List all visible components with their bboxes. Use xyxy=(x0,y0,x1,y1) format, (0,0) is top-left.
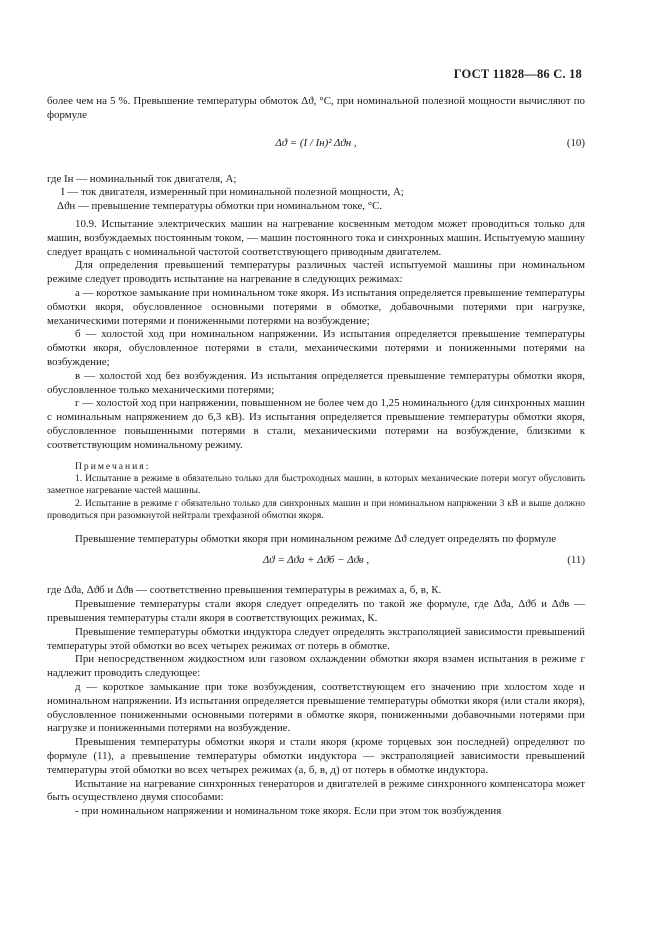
notes-title: Примечания: xyxy=(75,460,151,472)
paragraph-cooling: При непосредственном жидкостном или газовом охлаждении обмотки якоря взамен испытания в режиме г надлежит проводить следующее: xyxy=(47,653,585,680)
mode-b: б — холостой ход при номинальном напряжении. Из испытания определяется превышение температуры обмотки якоря, обусловленное потерями в стали, механическими потерями и пониженными потерями на возбуждение; xyxy=(47,328,585,368)
paragraph-where: где Δϑа, Δϑб и Δϑв — соответственно превышения температуры в режимах а, б, в, К. xyxy=(47,584,442,597)
notes-block xyxy=(47,461,585,523)
paragraph-steel: Превышение температуры стали якоря следует определять по такой же формуле, где Δϑа, Δϑб и Δϑв — превышения температуры стали якоря в соответствующих режимах, К. xyxy=(47,598,585,624)
formula-10-expression: Δϑ = (I / Iн)² Δϑн , xyxy=(275,136,357,149)
paragraph-inductor: Превышение температуры обмотки индуктора следует определять экстраполяцией зависимости превышений температуры этой обмотки во всех четырех режимах от потерь в обмотке. xyxy=(47,625,585,652)
mode-g: г — холостой ход при напряжении, повышенном не более чем до 1,25 номинального (для синхронных машин с номинальным напряжением до 6,3 кВ). Из испытания определяется превышение температуры обмотки якоря, обусловленное повышенными потерями в стали, механическими потерями на возбуждение, близкими к соответствующим номинальному режиму. xyxy=(47,397,585,451)
mode-a: а — короткое замыкание при номинальном токе якоря. Из испытания определяется превышение температуры обмотки якоря, обусловленное основными потерями в обмотке, добавочными потерями при нагрузке, механическими потерями и пониженными потерями на возбуждение; xyxy=(47,286,585,327)
note-1: 1. Испытание в режиме в обязательно только для быстроходных машин, в которых механические потери могут обусловить заметное нагревание частей машины. xyxy=(47,472,585,497)
formula-10-number: (10) xyxy=(566,136,585,149)
paragraph-modes-intro: Для определения превышений температуры различных частей испытуемой машины при номинальном режиме следует проводить испытание на нагревание в следующих режимах: xyxy=(47,259,585,286)
legend-item: I — ток двигателя, измеренный при номинальной полезной мощности, А; xyxy=(61,186,404,199)
formula-legend xyxy=(47,173,585,214)
legend-item: Δϑн — превышение температуры обмотки при номинальном токе, °С. xyxy=(57,200,383,213)
paragraph-10-9: 10.9. Испытание электрических машин на нагревание косвенным методом может проводиться только для машин, возбуждаемых постоянным током, — машин постоянного тока и синхронных машин. Испытуемую машину следует вращать с номинальной частотой соответствующего приводным двигателем. xyxy=(47,217,585,258)
mode-v: в — холостой ход без возбуждения. Из испытания определяется превышение температуры обмотки якоря, обусловленное только механическими потерями; xyxy=(47,369,585,396)
paragraph-method-1: - при номинальном напряжении и номинальном токе якоря. Если при этом ток возбуждения xyxy=(75,805,502,818)
paragraph-intro: более чем на 5 %. Превышение температуры обмоток Δϑ, °С, при номинальной полезной мощности вычисляют по формуле xyxy=(47,95,585,121)
paragraph-compensator: Испытание на нагревание синхронных генераторов и двигателей в режиме синхронного компенсатора может быть осуществлено двумя способами: xyxy=(47,777,585,804)
document-body xyxy=(47,95,585,819)
note-2: 2. Испытание в режиме г обязательно только для синхронных машин и при номинальном напряжении 3 кВ и выше должно проводиться при разомкнутой нейтрали трехфазной обмотки якоря. xyxy=(47,497,585,522)
formula-11 xyxy=(47,554,585,584)
formula-10 xyxy=(47,137,585,167)
mode-d: д — короткое замыкание при токе возбуждения, соответствующем его значению при холостом ходе и номинальном напряжении. Из испытания определяется превышение температуры обмотки якоря (или стали якоря), обусловленное пониженными основными потерями в обмотке якоря, пониженными добавочными потерями при нагрузке и пониженными потерями на возбуждение. xyxy=(47,680,585,735)
paragraph-temperature-rise: Превышения температуры обмотки якоря и стали якоря (кроме торцевых зон последней) определяют по формуле (11), а превышение температуры обмотки индуктора — экстраполяцией зависимости превышений температуры этой обмотки во всех четырех режимах (а, б, в, д) от потерь в обмотке индуктора. xyxy=(47,736,585,776)
paragraph-armature-formula: Превышение температуры обмотки якоря при номинальном режиме Δϑ следует определять по формуле xyxy=(75,532,557,545)
legend-item: где Iн — номинальный ток двигателя, А; xyxy=(47,172,237,185)
formula-11-expression: Δϑ = Δϑа + Δϑб − Δϑв , xyxy=(262,554,370,567)
page-header: ГОСТ 11828—86 С. 18 xyxy=(453,67,582,81)
formula-11-number: (11) xyxy=(567,554,585,567)
